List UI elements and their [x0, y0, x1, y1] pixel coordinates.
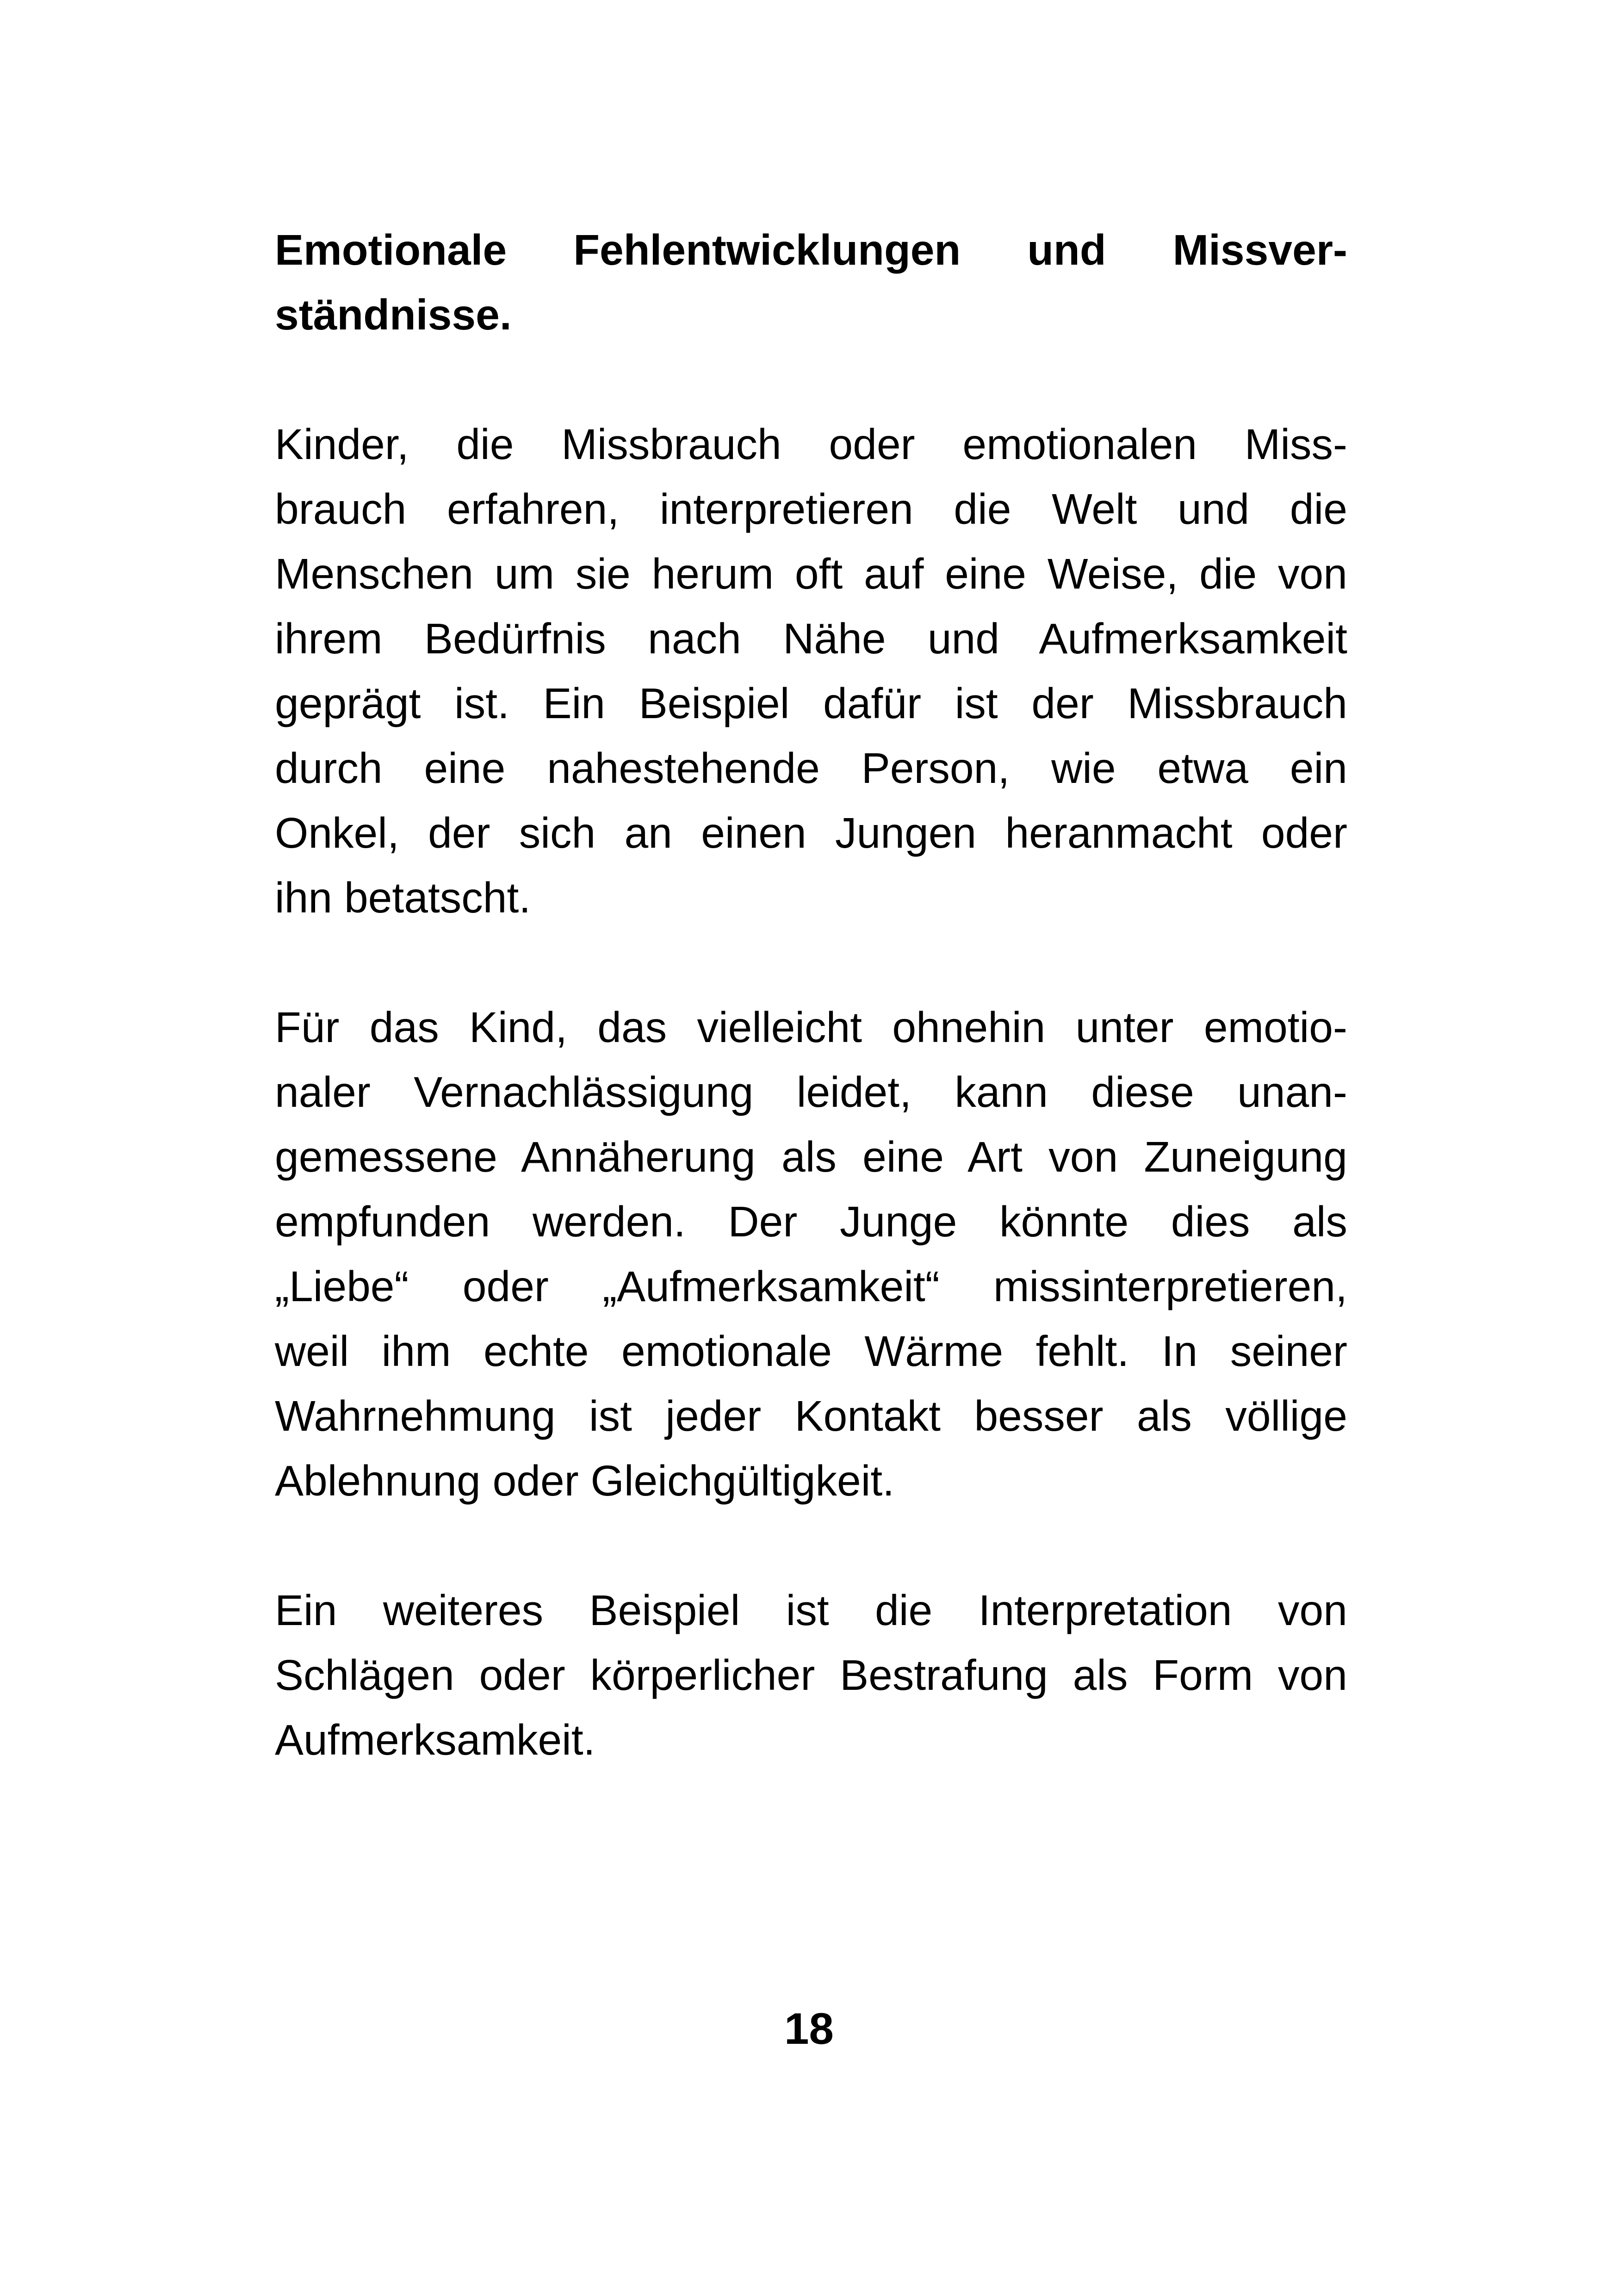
text-line: Schlägen oder körperlicher Bestrafung als Form von [275, 1651, 1347, 1699]
section-heading [275, 217, 1347, 347]
text-line: Menschen um sie herum oft auf eine Weise, die von [275, 550, 1347, 598]
text-line: Wahrnehmung ist jeder Kontakt besser als völlige [275, 1392, 1347, 1440]
text-line: weil ihm echte emotionale Wärme fehlt. In seiner [275, 1327, 1347, 1375]
paragraph-1 [275, 412, 1347, 930]
heading-line: Emotionale Fehlentwicklungen und Missver- [275, 226, 1347, 274]
text-line: empfunden werden. Der Junge könnte dies als [275, 1198, 1347, 1246]
text-line: Ablehnung oder Gleichgültigkeit. [275, 1457, 895, 1505]
page-body [275, 217, 1347, 1772]
heading-line: ständnisse. [275, 291, 512, 339]
paragraph-spacer [275, 930, 1347, 995]
paragraph-spacer [275, 1513, 1347, 1578]
paragraph-spacer [275, 347, 1347, 412]
text-line: brauch erfahren, interpretieren die Welt und die [275, 485, 1347, 533]
paragraph-3 [275, 1578, 1347, 1772]
text-line: Für das Kind, das vielleicht ohnehin unter emotio- [275, 1003, 1347, 1051]
text-line: ihn betatscht. [275, 874, 531, 922]
text-line: Ein weiteres Beispiel ist die Interpretation von [275, 1586, 1347, 1634]
page-number: 18 [784, 2004, 834, 2054]
text-line: gemessene Annäherung als eine Art von Zuneigung [275, 1133, 1347, 1181]
text-line: naler Vernachlässigung leidet, kann diese unan- [275, 1068, 1347, 1116]
text-line: durch eine nahestehende Person, wie etwa ein [275, 744, 1347, 792]
text-line: Onkel, der sich an einen Jungen heranmacht oder [275, 809, 1347, 857]
text-line: Aufmerksamkeit. [275, 1716, 595, 1764]
paragraph-2 [275, 995, 1347, 1513]
text-line: „Liebe“ oder „Aufmerksamkeit“ missinterpretieren, [275, 1262, 1347, 1310]
text-line: geprägt ist. Ein Beispiel dafür ist der Missbrauch [275, 679, 1347, 727]
text-line: Kinder, die Missbrauch oder emotionalen Miss- [275, 420, 1347, 468]
text-line: ihrem Bedürfnis nach Nähe und Aufmerksamkeit [275, 614, 1347, 663]
